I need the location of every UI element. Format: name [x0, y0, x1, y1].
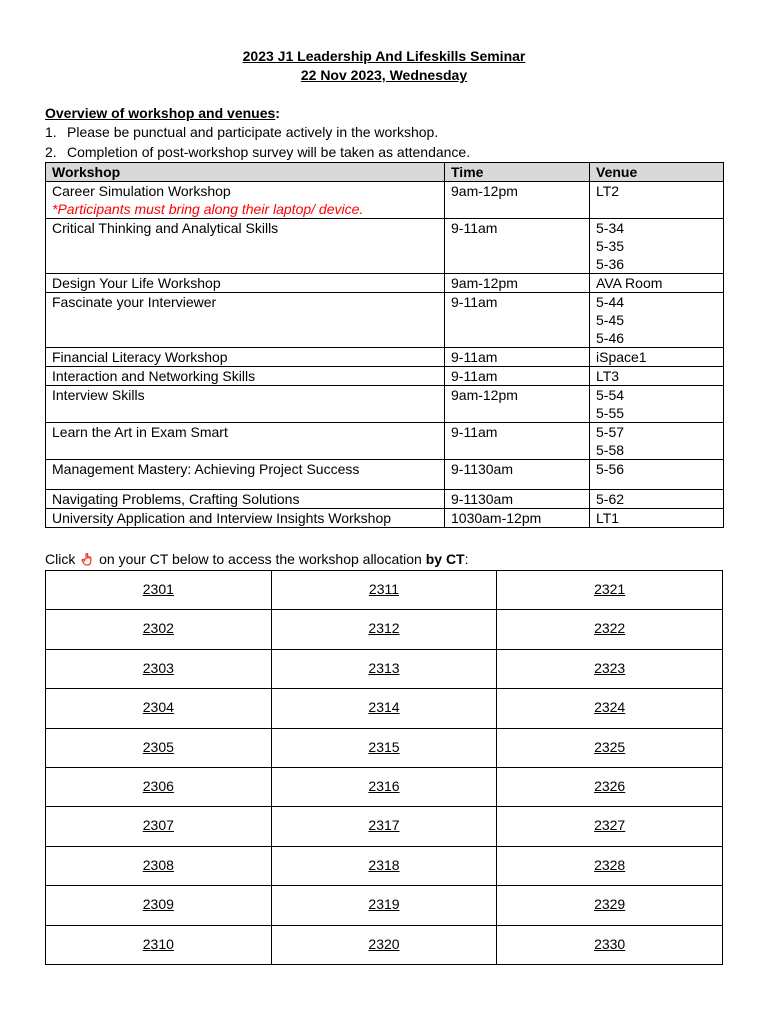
workshop-cell: [46, 367, 445, 386]
table-row: [46, 509, 724, 528]
workshop-cell: [46, 509, 445, 528]
table-row: [46, 348, 724, 367]
ct-link[interactable]: 2316: [368, 777, 400, 794]
venue-name: iSpace1: [596, 349, 647, 365]
click-bold: by CT: [425, 551, 465, 567]
ct-cell: [271, 807, 497, 846]
ct-link[interactable]: 2323: [594, 659, 626, 676]
note-number: 1.: [45, 124, 57, 140]
table-row: [46, 293, 724, 348]
ct-link[interactable]: 2303: [142, 659, 174, 676]
ct-link[interactable]: 2304: [142, 699, 174, 716]
time-cell: 9-11am: [445, 367, 590, 386]
workshop-name: Management Mastery: Achieving Project Success: [52, 461, 360, 477]
venue-cell: [590, 219, 724, 274]
time-cell: 1030am-12pm: [445, 509, 590, 528]
ct-link[interactable]: 2329: [594, 896, 626, 913]
event-date: 22 Nov 2023, Wednesday: [300, 67, 468, 83]
venue-cell: [590, 509, 724, 528]
time-cell: 9-11am: [445, 293, 590, 348]
venue-name: 5-55: [596, 405, 625, 421]
table-header-row: [46, 163, 724, 182]
venue-name: 5-34: [596, 220, 625, 236]
ct-cell: [497, 571, 723, 610]
ct-link[interactable]: 2317: [368, 817, 400, 834]
ct-row: [46, 846, 723, 885]
ct-cell: [497, 610, 723, 649]
venue-name: 5-57: [596, 424, 625, 440]
ct-cell: [46, 925, 272, 964]
workshop-table-body: [46, 182, 724, 528]
time-cell: 9-1130am: [445, 490, 590, 509]
ct-link[interactable]: 2306: [142, 777, 174, 794]
venue-name: 5-44: [596, 294, 625, 310]
ct-cell: [46, 689, 272, 728]
venue-cell: [590, 423, 724, 460]
venue-cell: [590, 293, 724, 348]
table-row: [46, 219, 724, 274]
ct-cell: [271, 846, 497, 885]
ct-cell: [46, 649, 272, 688]
table-row: [46, 490, 724, 509]
ct-link[interactable]: 2315: [368, 738, 400, 755]
ct-row: [46, 925, 723, 964]
ct-cell: [46, 728, 272, 767]
workshop-name: Interview Skills: [52, 387, 145, 403]
ct-link[interactable]: 2321: [594, 581, 626, 597]
venue-cell: [590, 274, 724, 293]
time-cell: 9-11am: [445, 219, 590, 274]
ct-link[interactable]: 2308: [142, 856, 174, 873]
click-middle: on your CT below to access the workshop allocation: [99, 551, 422, 567]
table-row: [46, 274, 724, 293]
time-cell: 9-11am: [445, 423, 590, 460]
ct-cell: [271, 728, 497, 767]
click-instruction: [45, 550, 469, 568]
ct-cell: [497, 886, 723, 925]
time-cell: 9am-12pm: [445, 182, 590, 219]
ct-link[interactable]: 2302: [142, 620, 174, 637]
overview-heading: [45, 104, 280, 122]
ct-cell: [271, 649, 497, 688]
ct-link[interactable]: 2309: [142, 896, 174, 913]
ct-cell: [271, 610, 497, 649]
note-text: Completion of post-workshop survey will be taken as attendance.: [67, 144, 471, 160]
venue-name: 5-56: [596, 461, 625, 477]
ct-row: [46, 807, 723, 846]
ct-link[interactable]: 2305: [142, 738, 174, 755]
ct-link[interactable]: 2328: [594, 856, 626, 873]
workshop-cell: [46, 274, 445, 293]
venue-cell: [590, 386, 724, 423]
ct-cell: [497, 689, 723, 728]
ct-cell: [497, 728, 723, 767]
ct-cell: [497, 925, 723, 964]
ct-link[interactable]: 2320: [368, 935, 400, 952]
workshop-cell: [46, 182, 445, 219]
venue-name: 5-46: [596, 330, 625, 346]
venue-cell: [590, 490, 724, 509]
workshop-name: Career Simulation Workshop: [52, 183, 231, 199]
ct-row: [46, 886, 723, 925]
ct-link[interactable]: 2310: [142, 935, 174, 952]
workshop-name: University Application and Interview Insights Workshop: [52, 510, 392, 526]
click-prefix: Click: [45, 551, 76, 567]
ct-row: [46, 767, 723, 806]
note-text: Please be punctual and participate actively in the workshop.: [67, 124, 439, 140]
ct-row: [46, 649, 723, 688]
ct-cell: [497, 649, 723, 688]
ct-cell: [46, 807, 272, 846]
ct-cell: [271, 571, 497, 610]
workshop-name: Learn the Art in Exam Smart: [52, 424, 228, 440]
time-cell: 9-11am: [445, 348, 590, 367]
overview-heading-text: Overview of workshop and venues: [45, 105, 276, 121]
click-suffix: :: [464, 551, 469, 567]
hand-pointer-icon: [81, 553, 93, 566]
workshop-name: Critical Thinking and Analytical Skills: [52, 220, 279, 236]
workshop-cell: [46, 386, 445, 423]
venue-name: AVA Room: [596, 275, 663, 291]
page-title: 2023 J1 Leadership And Lifeskills Seminar: [242, 48, 526, 64]
venue-cell: [590, 348, 724, 367]
venue-cell: [590, 367, 724, 386]
workshop-table: [45, 162, 724, 528]
ct-link[interactable]: 2318: [368, 856, 400, 873]
venue-name: LT1: [596, 510, 620, 526]
ct-grid: [45, 570, 723, 965]
venue-name: 5-62: [596, 491, 625, 507]
workshop-cell: [46, 293, 445, 348]
ct-row: [46, 689, 723, 728]
table-row: [46, 423, 724, 460]
ct-link[interactable]: 2325: [594, 738, 626, 755]
ct-row: [46, 610, 723, 649]
venue-name: 5-36: [596, 256, 625, 272]
note-item: [45, 123, 438, 141]
ct-cell: [271, 767, 497, 806]
ct-link[interactable]: 2327: [594, 817, 626, 834]
workshop-name: Financial Literacy Workshop: [52, 349, 228, 365]
ct-link[interactable]: 2314: [368, 699, 400, 716]
ct-link[interactable]: 2311: [368, 581, 400, 597]
note-number: 2.: [45, 144, 57, 160]
workshop-cell: [46, 490, 445, 509]
ct-cell: [271, 925, 497, 964]
workshop-name: Navigating Problems, Crafting Solutions: [52, 491, 300, 507]
table-row: [46, 460, 724, 490]
ct-link[interactable]: 2313: [368, 659, 400, 676]
ct-cell: [46, 571, 272, 610]
workshop-name: Fascinate your Interviewer: [52, 294, 217, 310]
time-cell: 9am-12pm: [445, 274, 590, 293]
column-header-workshop: Workshop: [46, 163, 445, 182]
ct-grid-body: [46, 571, 723, 965]
ct-link[interactable]: 2330: [594, 935, 626, 952]
workshop-cell: [46, 423, 445, 460]
ct-cell: [271, 689, 497, 728]
venue-name: 5-54: [596, 387, 625, 403]
workshop-cell: [46, 219, 445, 274]
note-item: [45, 143, 470, 161]
venue-name: 5-35: [596, 238, 625, 254]
ct-link[interactable]: 2319: [368, 896, 400, 913]
time-cell: 9am-12pm: [445, 386, 590, 423]
ct-cell: [46, 846, 272, 885]
table-row: [46, 182, 724, 219]
workshop-note: *Participants must bring along their laptop/ device.: [52, 201, 364, 217]
ct-link[interactable]: 2326: [594, 777, 626, 794]
ct-cell: [271, 886, 497, 925]
ct-link[interactable]: 2324: [594, 699, 626, 716]
venue-name: 5-58: [596, 442, 625, 458]
ct-cell: [46, 767, 272, 806]
venue-name: LT2: [596, 183, 620, 199]
venue-cell: [590, 182, 724, 219]
column-header-time: Time: [445, 163, 590, 182]
ct-link[interactable]: 2307: [142, 817, 174, 834]
ct-cell: [497, 767, 723, 806]
venue-cell: [590, 460, 724, 490]
ct-cell: [497, 807, 723, 846]
ct-link[interactable]: 2301: [142, 581, 174, 597]
ct-link[interactable]: 2312: [368, 620, 400, 637]
table-row: [46, 386, 724, 423]
ct-row: [46, 728, 723, 767]
workshop-name: Design Your Life Workshop: [52, 275, 221, 291]
time-cell: 9-1130am: [445, 460, 590, 490]
workshop-cell: [46, 348, 445, 367]
overview-heading-colon: :: [275, 105, 280, 121]
workshop-name: Interaction and Networking Skills: [52, 368, 256, 384]
ct-link[interactable]: 2322: [594, 620, 626, 637]
ct-cell: [46, 610, 272, 649]
venue-name: LT3: [596, 368, 620, 384]
venue-name: 5-45: [596, 312, 625, 328]
column-header-venue: Venue: [590, 163, 724, 182]
table-row: [46, 367, 724, 386]
workshop-cell: [46, 460, 445, 490]
ct-cell: [497, 846, 723, 885]
ct-cell: [46, 886, 272, 925]
ct-row: [46, 571, 723, 610]
